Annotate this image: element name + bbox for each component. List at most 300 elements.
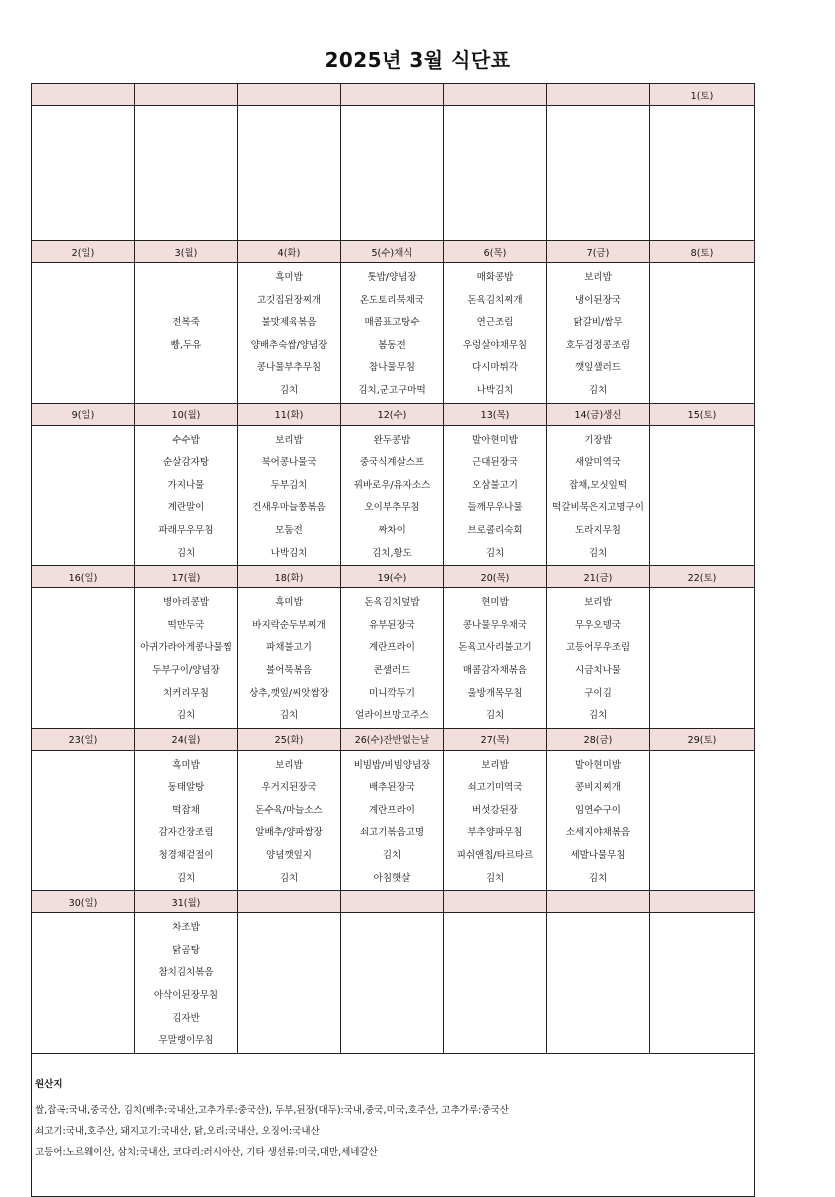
menu-item [238,1008,340,1031]
menu-item: 우렁살야채무침 [462,339,528,351]
menu-item [238,985,340,1008]
menu-item [238,917,340,940]
menu-item [32,335,134,358]
menu-item: 얼라이브망고주스 [355,710,429,722]
week-menu-row [32,425,755,566]
menu-item: 쇠고기볶음고명 [359,827,425,839]
menu-item [32,452,134,475]
day-menu-cell [32,588,135,729]
menu-item [650,940,754,963]
menu-item: 봄동전 [378,339,406,351]
menu-item: 다시마튀각 [472,362,518,374]
menu-item: 고등어무우조림 [565,642,631,654]
menu-item: 아삭이된장무침 [153,990,219,1002]
menu-item [650,845,754,868]
menu-item: 콩나물부추무침 [256,362,322,374]
day-label [341,84,444,106]
menu-item: 보리밥 [584,597,612,609]
menu-item: 김치 [588,710,608,722]
day-menu-cell [238,913,341,1054]
day-menu-cell [444,425,547,566]
day-label: 24(월) [135,728,238,750]
day-label: 19(수) [341,566,444,588]
menu-item: 계란프라이 [369,642,415,654]
menu-item: 떡만두국 [167,619,205,631]
menu-item [135,380,237,403]
week-header-row [32,728,755,750]
menu-item: 비빔밥/비빔양념장 [353,759,431,771]
menu-item [547,985,649,1008]
menu-item: 버섯강된장 [472,804,518,816]
menu-item [650,592,754,615]
day-menu-cell [341,106,444,241]
day-menu-cell [650,106,755,241]
menu-item: 병아리콩밥 [163,597,209,609]
day-label: 20(목) [444,566,547,588]
menu-item [32,475,134,498]
menu-item: 청경채겉절이 [158,850,214,862]
menu-item: 계란프라이 [369,804,415,816]
day-label: 1(토) [650,84,755,106]
day-label [238,891,341,913]
menu-item: 계란말이 [167,502,205,514]
menu-item [32,543,134,566]
menu-item [650,1030,754,1053]
menu-item [650,962,754,985]
menu-item: 불맛제육볶음 [261,317,317,329]
menu-item: 김치 [485,710,505,722]
menu-item [238,1030,340,1053]
origin-notes [32,1053,755,1196]
day-menu-cell [135,588,238,729]
day-label: 9(일) [32,403,135,425]
day-label: 4(화) [238,241,341,263]
menu-item: 바지락순두부찌개 [252,619,326,631]
day-label: 6(목) [444,241,547,263]
menu-item: 감자간장조림 [158,827,214,839]
menu-item [135,267,237,290]
menu-item: 닭곰탕 [172,944,200,956]
menu-item: 김치 [382,850,402,862]
menu-item [238,962,340,985]
menu-item [650,520,754,543]
day-menu-cell [32,263,135,404]
day-menu-cell [547,913,650,1054]
menu-item: 현미밥 [481,597,509,609]
menu-item: 알배추/양파쌈장 [255,827,323,839]
menu-item [32,940,134,963]
menu-item: 모둠전 [275,524,303,536]
day-label [341,891,444,913]
menu-item: 떡잡채 [172,804,200,816]
menu-item: 양배추숙쌈/양념장 [250,339,328,351]
menu-item [650,312,754,335]
menu-item [650,380,754,403]
day-menu-cell [238,425,341,566]
menu-item [341,917,443,940]
origin-line: 고등어:노르웨이산, 삼치:국내산, 코다리:러시아산, 기타 생선류:미국,대만,세네갈산 [35,1146,378,1158]
day-label: 3(월) [135,241,238,263]
menu-item [32,520,134,543]
menu-item [341,1030,443,1053]
day-menu-cell [650,425,755,566]
day-menu-cell [341,425,444,566]
day-label [238,84,341,106]
day-label: 25(화) [238,728,341,750]
day-menu-cell [547,588,650,729]
menu-item: 김치 [279,384,299,396]
week-header-row [32,891,755,913]
day-menu-cell [238,750,341,891]
day-label: 16(일) [32,566,135,588]
day-label: 7(금) [547,241,650,263]
menu-item [650,615,754,638]
menu-item: 돈육김치덮밥 [364,597,420,609]
day-menu-cell [238,588,341,729]
menu-item: 울방개목무침 [467,687,523,699]
menu-item [650,917,754,940]
menu-item [32,917,134,940]
menu-item: 김치 [485,872,505,884]
menu-item: 완두콩밥 [373,434,411,446]
menu-item [32,380,134,403]
menu-item [32,755,134,778]
menu-item [341,940,443,963]
day-label [547,891,650,913]
menu-item: 아귀가라아게콩나물찜 [140,642,232,654]
menu-item: 나박김치 [476,384,514,396]
day-menu-cell [547,425,650,566]
day-menu-cell [135,425,238,566]
menu-item: 전복죽 [172,317,200,329]
menu-item: 양념깻잎지 [266,850,312,862]
day-menu-cell [135,106,238,241]
day-menu-cell [341,913,444,1054]
day-menu-cell [135,263,238,404]
menu-item: 건새우마늘쫑볶음 [252,502,326,514]
day-label: 27(목) [444,728,547,750]
day-label: 23(일) [32,728,135,750]
menu-item: 냉이된장국 [575,294,621,306]
day-label: 8(토) [650,241,755,263]
day-menu-cell [32,913,135,1054]
menu-item [444,985,546,1008]
menu-item: 흑미밥 [275,272,303,283]
menu-item [32,683,134,706]
menu-item: 임연수구이 [575,804,621,816]
menu-item: 세발나물무침 [570,850,626,862]
day-label [444,84,547,106]
menu-item: 아침햇살 [373,872,411,884]
day-label [650,891,755,913]
menu-item: 오이부추무침 [364,502,420,514]
menu-item [650,705,754,728]
menu-item: 근대된장국 [472,457,518,469]
meal-calendar [31,83,755,1197]
menu-item: 발아현미밥 [575,759,621,771]
menu-item [135,290,237,313]
menu-item [32,1030,134,1053]
menu-item [341,962,443,985]
day-menu-cell [32,425,135,566]
day-menu-cell [135,913,238,1054]
menu-item: 흑미밥 [172,759,200,771]
day-menu-cell [650,750,755,891]
menu-item [444,1030,546,1053]
menu-item [650,290,754,313]
menu-item: 김치,군고구마떡 [358,384,426,396]
menu-item: 김치 [588,384,608,396]
menu-item: 발아현미밥 [472,434,518,446]
menu-item [32,1008,134,1031]
menu-item [32,868,134,891]
menu-item [650,267,754,290]
day-label: 12(수) [341,403,444,425]
menu-item [32,615,134,638]
menu-item [341,985,443,1008]
menu-item: 김자반 [172,1012,200,1024]
menu-item [650,430,754,453]
origin-line: 쌀,잡곡:국내,중국산, 김치(배추:국내산,고추가루:중국산), 두부,된장(대두):국내,중국,미국,호주산, 고추가루:중국산 [35,1104,509,1116]
menu-item [547,940,649,963]
day-label: 5(수)채식 [341,241,444,263]
menu-item: 콩나물무우채국 [462,619,528,631]
menu-item: 김치 [176,710,196,722]
menu-item: 콩비지찌개 [575,782,621,794]
menu-item: 파래무우무침 [158,524,214,536]
menu-item [650,683,754,706]
menu-item: 동태알탕 [167,782,205,794]
menu-item: 떡갈비묵은지고명구이 [552,502,644,514]
menu-item: 시금치나물 [575,664,621,676]
day-menu-cell [135,750,238,891]
day-menu-cell [444,750,547,891]
menu-item: 돈수육/마늘소스 [255,804,323,816]
menu-item: 구이김 [584,687,612,699]
day-menu-cell [341,588,444,729]
menu-item: 가지나물 [167,479,205,491]
origin-title: 원산지 [35,1078,63,1090]
menu-item [444,940,546,963]
menu-item: 오삼불고기 [472,479,518,491]
menu-item: 김치 [279,872,299,884]
menu-item: 배추된장국 [369,782,415,794]
menu-item [650,755,754,778]
day-menu-cell [650,588,755,729]
menu-item: 새알미역국 [575,457,621,469]
week-menu-row [32,263,755,404]
menu-item [32,777,134,800]
day-menu-cell [32,750,135,891]
menu-item: 보리밥 [275,434,303,446]
menu-item: 무우오뎅국 [575,619,621,631]
menu-item [650,777,754,800]
menu-item: 차조밥 [172,922,200,934]
menu-item [32,357,134,380]
day-label [32,84,135,106]
menu-item: 김치 [485,547,505,559]
menu-item: 참치김치볶음 [158,967,214,979]
menu-item [32,985,134,1008]
origin-line: 쇠고기:국내,호주산, 돼지고기:국내산, 닭,오리:국내산, 오징어:국내산 [35,1125,320,1137]
menu-item: 김치 [176,872,196,884]
menu-item [650,800,754,823]
menu-item [238,940,340,963]
menu-item [650,1008,754,1031]
menu-item [650,452,754,475]
day-menu-cell [547,750,650,891]
day-label: 13(목) [444,403,547,425]
menu-item: 우거지된장국 [261,782,317,794]
menu-item: 나박김치 [270,547,308,559]
week-menu-row [32,106,755,241]
menu-item [650,335,754,358]
menu-item: 기장밥 [584,434,612,446]
menu-item [547,1008,649,1031]
week-header-row [32,241,755,263]
menu-item: 두부구이/양념장 [152,664,220,676]
menu-item [32,822,134,845]
menu-item [32,845,134,868]
menu-item: 브로콜리숙회 [467,524,523,536]
menu-item [32,800,134,823]
day-menu-cell [238,106,341,241]
menu-item: 피쉬앤칩/타르타르 [456,850,534,862]
day-label: 17(월) [135,566,238,588]
menu-item [32,660,134,683]
day-menu-cell [341,750,444,891]
menu-item: 북어콩나물국 [261,457,317,469]
day-label [444,891,547,913]
menu-item: 빵,두유 [170,339,202,351]
menu-item [650,475,754,498]
day-label: 14(금)생신 [547,403,650,425]
menu-item: 호두검정콩조림 [565,339,631,351]
day-label: 30(일) [32,891,135,913]
menu-item [32,430,134,453]
menu-item [32,962,134,985]
menu-item [650,357,754,380]
day-label: 31(월) [135,891,238,913]
day-menu-cell [650,913,755,1054]
day-menu-cell [444,588,547,729]
menu-item: 톳밥/양념장 [367,272,417,283]
day-menu-cell [547,106,650,241]
day-menu-cell [650,263,755,404]
menu-item: 보리밥 [584,272,612,283]
menu-item [341,1008,443,1031]
menu-item [32,312,134,335]
menu-item [32,637,134,660]
menu-item [444,962,546,985]
menu-item [547,917,649,940]
week-menu-row [32,750,755,891]
menu-item: 매화콩밥 [476,272,514,283]
day-label [135,84,238,106]
menu-item: 순살감자탕 [163,457,209,469]
menu-item: 보리밥 [275,759,303,771]
menu-item: 무말랭이무침 [158,1035,214,1047]
day-label: 11(화) [238,403,341,425]
menu-item [650,497,754,520]
menu-item [650,868,754,891]
day-menu-cell [32,106,135,241]
day-label: 15(토) [650,403,755,425]
week-menu-row [32,913,755,1054]
menu-item [444,917,546,940]
day-menu-cell [238,263,341,404]
menu-item: 김치 [176,547,196,559]
menu-item: 쇠고기미역국 [467,782,523,794]
day-menu-cell [547,263,650,404]
day-label [547,84,650,106]
menu-item: 치커리무침 [163,687,209,699]
week-header-row [32,403,755,425]
menu-item [650,985,754,1008]
menu-item: 잡채,모싯잎떡 [568,479,628,491]
menu-item: 돈육고사리불고기 [458,642,532,654]
menu-item: 깻잎샐러드 [575,362,621,374]
menu-item [32,592,134,615]
week-header-row [32,566,755,588]
menu-item: 소세지야채볶음 [565,827,631,839]
menu-item: 꿔바로우/유자소스 [353,479,431,491]
menu-item: 부추양파무침 [467,827,523,839]
menu-item: 중국식계살스프 [359,457,425,469]
menu-item: 두부김치 [270,479,308,491]
menu-item [135,357,237,380]
day-label: 28(금) [547,728,650,750]
menu-item: 콘샐러드 [373,664,411,676]
menu-item: 돈육김치찌개 [467,294,523,306]
menu-item: 짜차이 [378,524,406,536]
menu-item: 상추,깻잎/씨앗쌈장 [249,687,329,699]
menu-item: 고깃집된장찌개 [256,294,322,306]
menu-item [32,497,134,520]
menu-item: 유부된장국 [369,619,415,631]
menu-item: 도라지무침 [575,524,621,536]
menu-item: 닭갈비/쌈무 [573,317,623,329]
day-label: 22(토) [650,566,755,588]
day-menu-cell [341,263,444,404]
menu-item: 매콤표고탕수 [364,317,420,329]
menu-item [444,1008,546,1031]
menu-item: 들깨무우나물 [467,502,523,514]
menu-item: 참나물무침 [369,362,415,374]
menu-item: 흑미밥 [275,597,303,609]
day-menu-cell [444,263,547,404]
menu-item: 김치 [279,710,299,722]
menu-item: 파채불고기 [266,642,312,654]
menu-item: 미니깍두기 [369,687,415,699]
page-title: 2025년 3월 식단표 [324,48,511,72]
day-label: 18(화) [238,566,341,588]
menu-item [650,660,754,683]
menu-item [547,962,649,985]
menu-item: 수수밥 [172,434,200,446]
menu-item: 김치 [588,872,608,884]
menu-item: 김치 [588,547,608,559]
menu-item: 보리밥 [481,759,509,771]
day-label: 10(월) [135,403,238,425]
day-menu-cell [444,913,547,1054]
day-label: 26(수)잔반없는날 [341,728,444,750]
week-header-row [32,84,755,106]
day-label: 21(금) [547,566,650,588]
day-label: 29(토) [650,728,755,750]
menu-item [547,1030,649,1053]
menu-item: 온도토리묵채국 [359,294,425,306]
